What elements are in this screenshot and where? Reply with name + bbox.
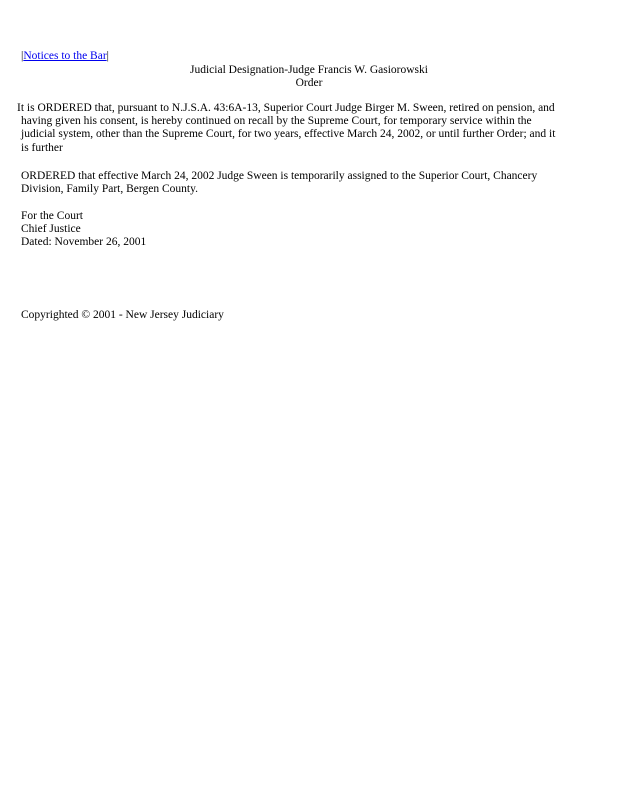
order-paragraph-1: [17, 102, 599, 155]
signature-block: [21, 210, 146, 250]
signature-chief-justice: Chief Justice: [21, 223, 81, 236]
breadcrumb: [21, 50, 109, 63]
close-bracket: |: [106, 50, 109, 62]
open-bracket: |: [21, 50, 24, 62]
notices-to-the-bar-link[interactable]: Notices to the Bar: [23, 50, 107, 62]
order-paragraph-2: [21, 170, 596, 196]
signature-date: Dated: November 26, 2001: [21, 236, 147, 249]
paragraph-2-line: ORDERED that effective March 24, 2002 Judge Sween is temporarily assigned to the Superior Court, Chancery: [21, 170, 538, 182]
paragraph-1-line: It is ORDERED that, pursuant to N.J.S.A. 43:6A-13, Superior Court Judge Birger M. Sween, retired on pension, and: [17, 102, 555, 114]
paragraph-2-line: Division, Family Part, Bergen County.: [21, 183, 198, 196]
page-subtitle: Order: [295, 77, 323, 89]
paragraph-1-line: having given his consent, is hereby continued on recall by the Supreme Court, for temporary service within the: [21, 115, 532, 128]
page-title: Judicial Designation-Judge Francis W. Gasiorowski: [190, 64, 428, 76]
paragraph-1-line: judicial system, other than the Supreme Court, for two years, effective March 24, 2002, or until further Order; and it: [21, 128, 556, 141]
signature-for-the-court: For the Court: [21, 210, 83, 222]
copyright-notice: Copyrighted © 2001 - New Jersey Judiciary: [21, 309, 224, 321]
paragraph-1-line: is further: [21, 141, 63, 154]
